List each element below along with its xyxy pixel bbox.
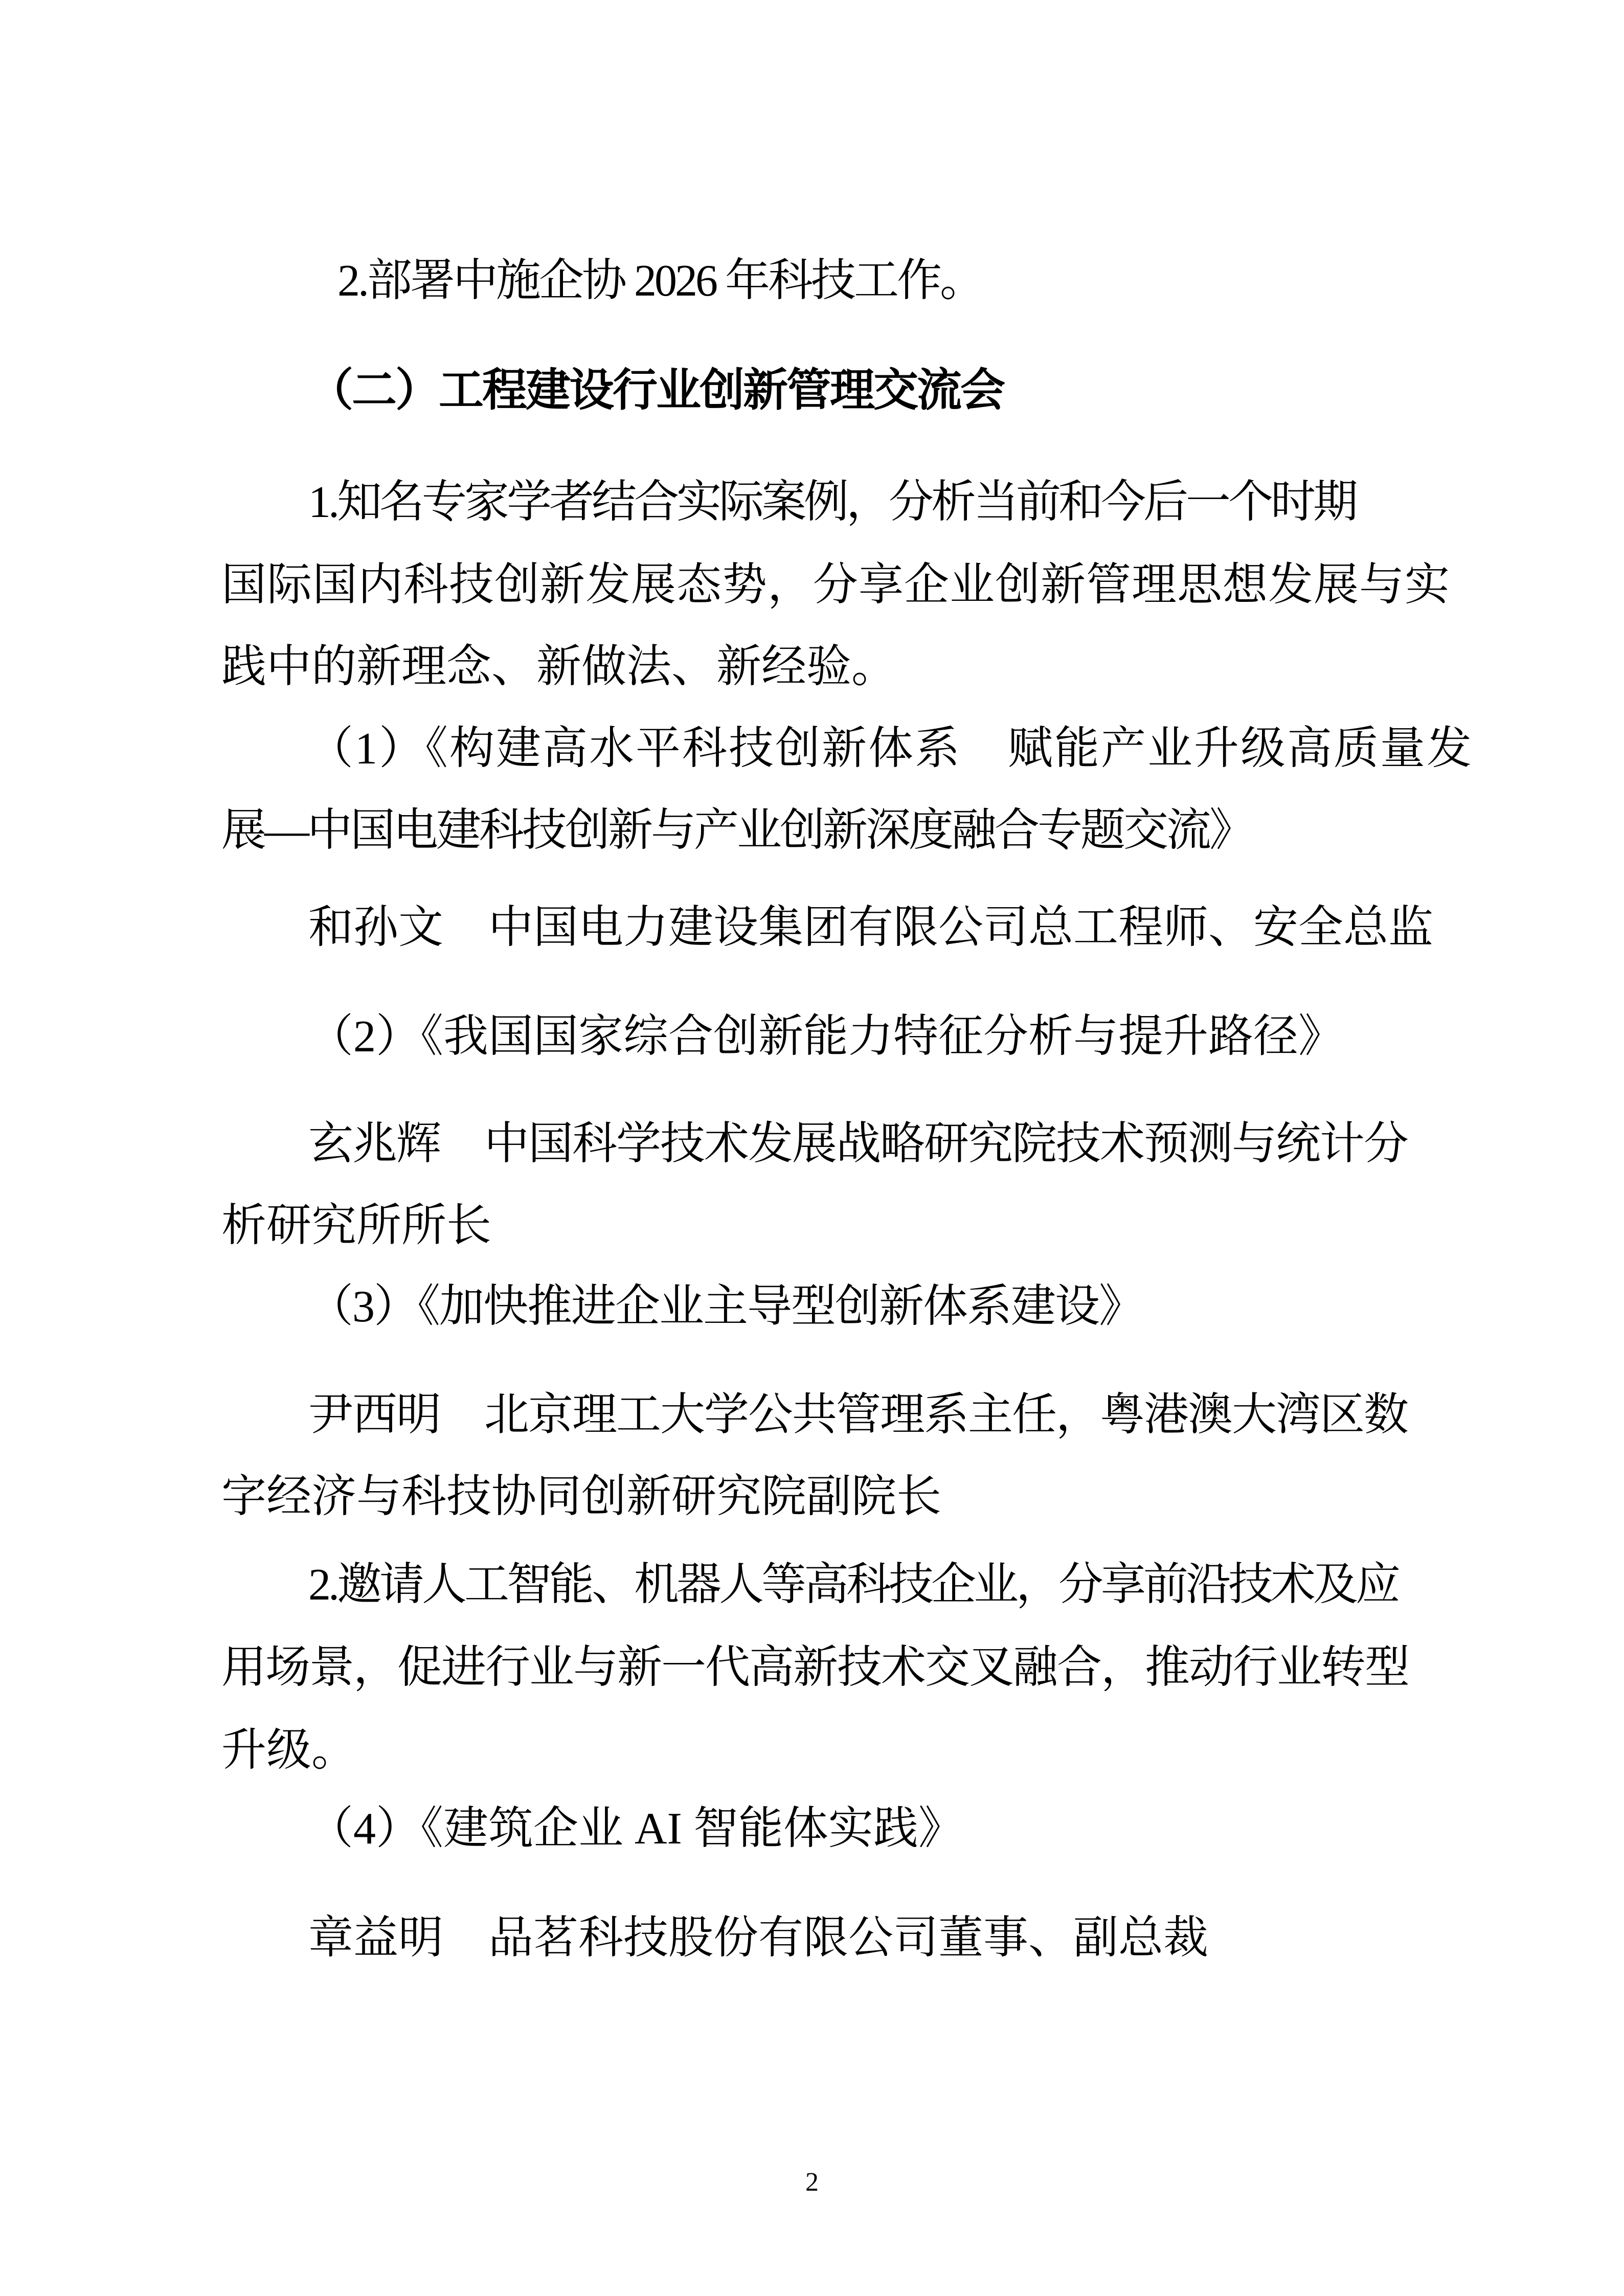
para-1-line-2: 国际国内科技创新发展态势，分享企业创新管理思想发展与实 — [221, 560, 1451, 610]
topic-1-title-line-2: 展—中国电建科技创新与产业创新深度融合专题交流》 — [221, 806, 1253, 856]
para-1-line-3: 践中的新理念、新做法、新经验。 — [221, 642, 897, 692]
speaker-zhang-yiming: 章益明 品茗科技股份有限公司董事、副总裁 — [308, 1914, 1209, 1963]
speaker-xuan-zhaohui-line-1: 玄兆辉 中国科学技术发展战略研究院技术预测与统计分 — [308, 1119, 1408, 1169]
topic-4-title: （4）《建筑企业 AI 智能体实践》 — [308, 1804, 963, 1854]
page-number: 2 — [805, 2168, 819, 2197]
list-item-2: 2.部署中施企协 2026 年科技工作。 — [337, 256, 983, 306]
speaker-yin-ximing-line-1: 尹西明 北京理工大学公共管理系主任，粤港澳大湾区数 — [308, 1390, 1408, 1440]
speaker-xuan-zhaohui-line-2: 析研究所所长 — [221, 1201, 492, 1251]
para-2-line-2: 用场景，促进行业与新一代高新技术交叉融合，推动行业转型 — [221, 1643, 1409, 1693]
topic-3-title: （3）《加快推进企业主导型创新体系建设》 — [308, 1282, 1143, 1332]
topic-1-title-line-1: （1）《构建高水平科技创新体系 赋能产业升级高质量发 — [308, 724, 1474, 774]
topic-2-title: （2）《我国国家综合创新能力特征分析与提升路径》 — [308, 1012, 1344, 1062]
para-2-line-3: 升级。 — [221, 1726, 357, 1775]
speaker-he-sunwen: 和孙文 中国电力建设集团有限公司总工程师、安全总监 — [308, 903, 1434, 953]
para-2-line-1: 2.邀请人工智能、机器人等高科技企业，分享前沿技术及应 — [308, 1560, 1399, 1610]
para-1-line-1: 1.知名专家学者结合实际案例，分析当前和今后一个时期 — [308, 478, 1356, 527]
speaker-yin-ximing-line-2: 字经济与科技协同创新研究院副院长 — [221, 1472, 942, 1522]
section-heading-2: （二）工程建设行业创新管理交流会 — [308, 366, 1004, 416]
